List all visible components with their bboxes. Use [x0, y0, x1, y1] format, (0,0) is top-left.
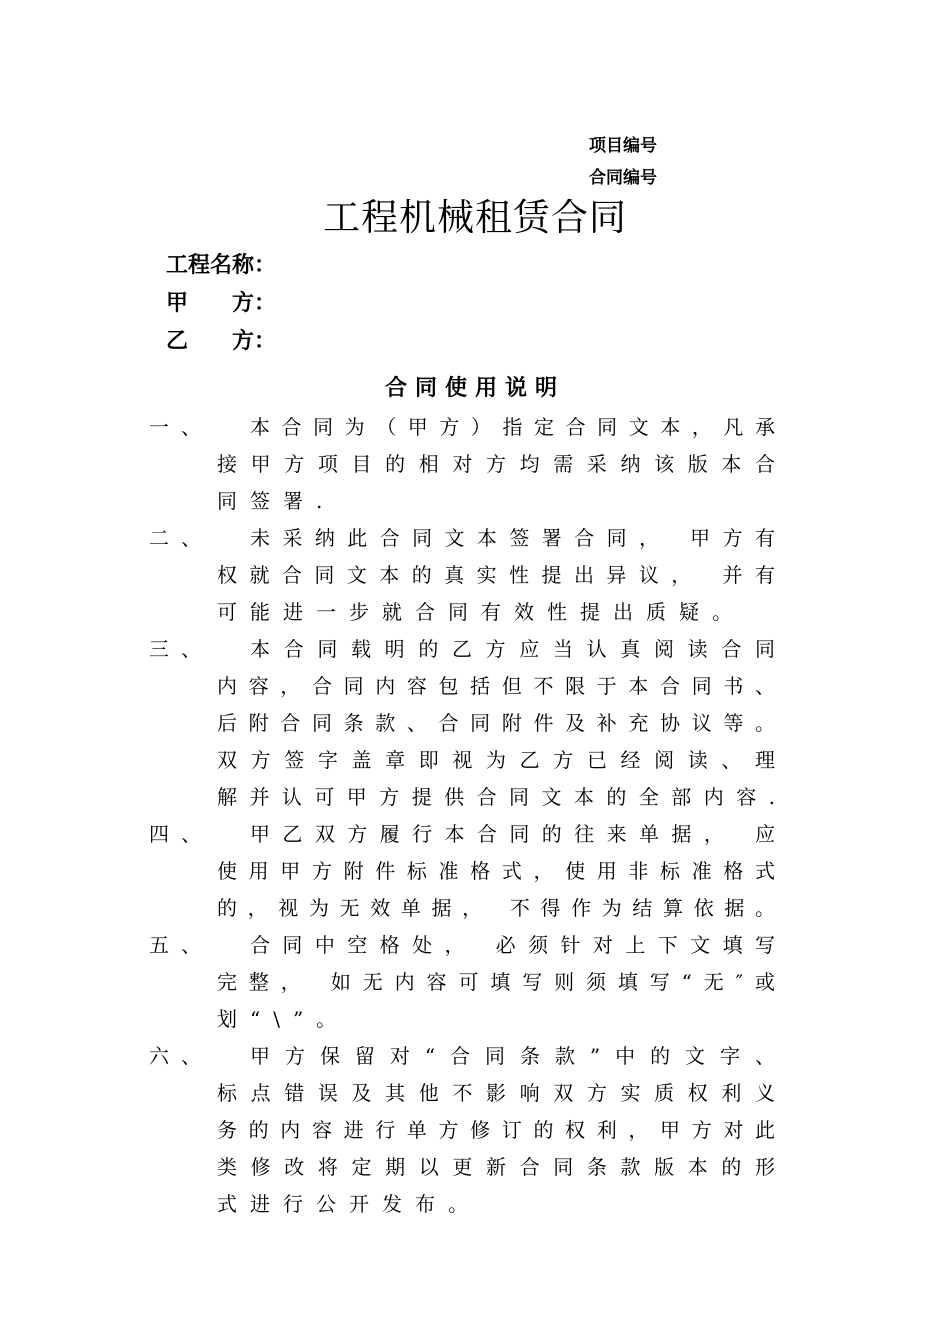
clause-line: 完整， 如无内容可填写则须填写“无″或	[217, 970, 775, 994]
project-name-field	[166, 251, 276, 281]
clause-line: 甲方保留对“合同条款”中的文字、	[250, 1044, 775, 1068]
clause-number: 一、	[149, 415, 213, 439]
clause-line: 未采纳此合同文本签署合同， 甲方有	[250, 526, 775, 550]
clause-line: 式进行公开发布。	[217, 1192, 481, 1216]
clause-line: 双方签字盖章即视为乙方已经阅读、理	[217, 748, 775, 772]
clause-number: 二、	[149, 526, 213, 550]
document-title: 工程机械租赁合同	[323, 196, 627, 239]
clause-line: 可能进一步就合同有效性提出质疑。	[217, 600, 745, 624]
clause-line: 同签署.	[217, 489, 336, 513]
clause-line: 务的内容进行单方修订的权利，甲方对此	[217, 1118, 775, 1142]
clause-line: 本合同载明的乙方应当认真阅读合同	[250, 637, 775, 661]
clause-line: 权就合同文本的真实性提出异议， 并有	[217, 563, 775, 587]
clause-number: 五、	[149, 933, 213, 957]
clause-line: 划“\”。	[217, 1007, 350, 1031]
clause-number: 四、	[149, 822, 213, 846]
party-b-field	[166, 327, 276, 357]
clause-line: 使用甲方附件标准格式，使用非标准格式	[217, 859, 775, 883]
clause-line: 的，视为无效单据， 不得作为结算依据。	[217, 896, 775, 920]
clause-line: 接甲方项目的相对方均需采纳该版本合	[217, 452, 775, 476]
project-name-label: 工程名称：	[166, 253, 277, 278]
section-title: 合同使用说明	[384, 376, 565, 401]
party-a-label: 甲 方：	[166, 291, 277, 316]
clause-number: 三、	[149, 637, 213, 661]
clause-line: 解并认可甲方提供合同文本的全部内容.	[217, 785, 775, 809]
clause-line: 合同中空格处， 必须针对上下文填写	[250, 933, 775, 957]
clause-line: 甲乙双方履行本合同的往来单据， 应	[250, 822, 775, 846]
contract-number-label: 合同编号	[589, 168, 657, 188]
party-b-label: 乙 方：	[166, 329, 277, 354]
party-a-field	[166, 289, 276, 319]
clause-number: 六、	[149, 1044, 213, 1068]
clause-line: 后附合同条款、合同附件及补充协议等。	[217, 711, 775, 735]
clause-line: 类修改将定期以更新合同条款版本的形	[217, 1155, 775, 1179]
clause-line: 标点错误及其他不影响双方实质权利义	[217, 1081, 775, 1105]
clause-line: 内容，合同内容包括但不限于本合同书、	[217, 674, 775, 698]
clause-line: 本合同为（甲方）指定合同文本，凡承	[250, 415, 775, 439]
project-number-label: 项目编号	[589, 136, 657, 156]
